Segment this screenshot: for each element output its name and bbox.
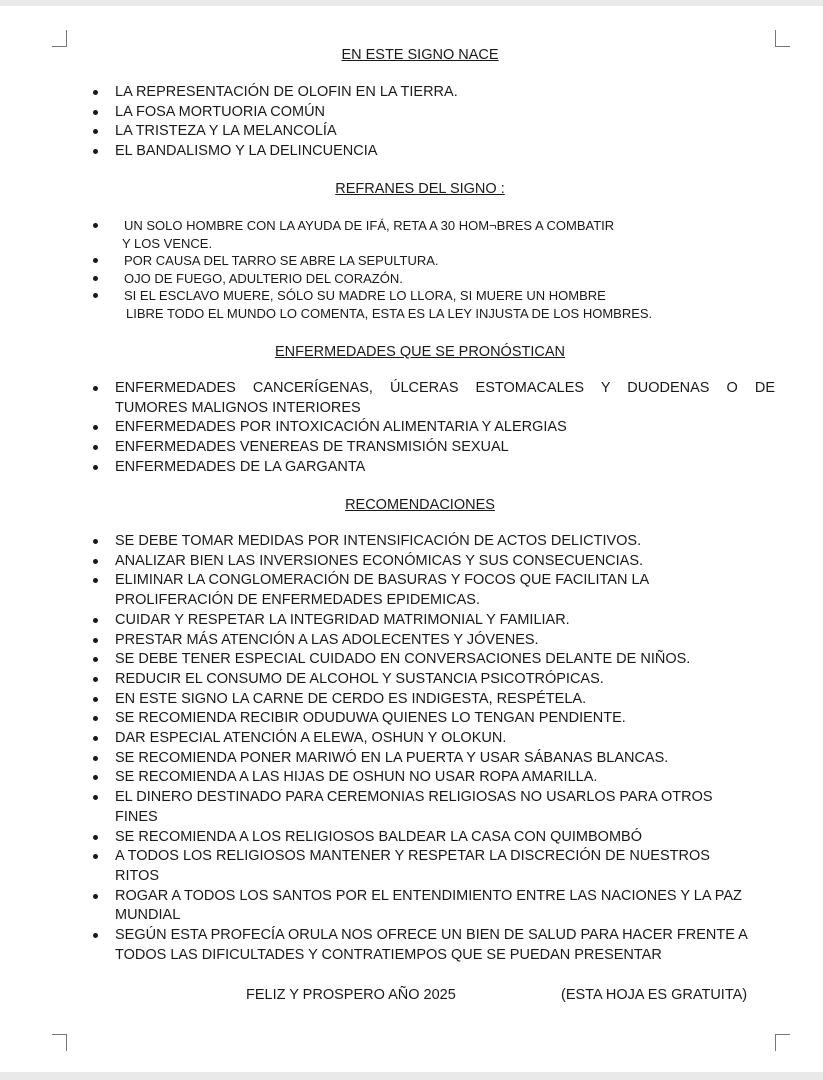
list-item-line: SE RECOMIENDA A LAS HIJAS DE OSHUN NO USAR ROPA AMARILLA. <box>115 769 598 786</box>
list-item-line: SE RECOMIENDA A LOS RELIGIOSOS BALDEAR LA CASA CON QUIMBOMBÓ <box>115 828 642 845</box>
footer-greeting: FELIZ Y PROSPERO AÑO 2025 <box>246 987 456 1003</box>
list-item <box>115 552 783 572</box>
list-item-line: RITOS <box>115 867 160 884</box>
list-item-line: SI EL ESCLAVO MUERE, SÓLO SU MADRE LO LLORA, SI MUERE UN HOMBRE <box>124 288 606 304</box>
list-item <box>115 690 783 710</box>
list-item <box>115 631 783 651</box>
list-item-line: MUNDIAL <box>115 907 181 924</box>
list-item-line: ENFERMEDADES VENEREAS DE TRANSMISIÓN SEXUAL <box>115 439 509 456</box>
list-item <box>115 768 783 788</box>
list-item <box>115 532 783 552</box>
list-nace <box>115 83 795 162</box>
list-item <box>115 458 775 478</box>
list-item <box>124 252 784 270</box>
list-item <box>115 418 775 438</box>
list-item-line: ENFERMEDADES POR INTOXICACIÓN ALIMENTARIA Y ALERGIAS <box>115 419 567 436</box>
list-item <box>115 709 783 729</box>
heading-enfermedades: ENFERMEDADES QUE SE PRONÓSTICAN <box>274 344 566 360</box>
list-item-line: LIBRE TODO EL MUNDO LO COMENTA, ESTA ES LA LEY INJUSTA DE LOS HOMBRES. <box>126 305 653 321</box>
list-item-line: A TODOS LOS RELIGIOSOS MANTENER Y RESPETAR LA DISCRECIÓN DE NUESTROS <box>115 848 710 865</box>
list-item-line: UN SOLO HOMBRE CON LA AYUDA DE IFÁ, RETA A 30 HOM¬BRES A COMBATIR <box>124 218 615 233</box>
list-item: LA REPRESENTACIÓN DE OLOFIN EN LA TIERRA. <box>115 83 795 103</box>
list-enfermedades <box>115 379 775 478</box>
list-item <box>115 438 775 458</box>
list-item <box>115 379 775 418</box>
list-item-line: SEGÚN ESTA PROFECÍA ORULA NOS OFRECE UN BIEN DE SALUD PARA HACER FRENTE A <box>115 927 748 944</box>
heading-refranes: REFRANES DEL SIGNO : <box>335 181 505 197</box>
list-item-line: DAR ESPECIAL ATENCIÓN A ELEWA, OSHUN Y OLOKUN. <box>115 730 507 747</box>
list-item-line: ENFERMEDADES DE LA GARGANTA <box>115 458 366 475</box>
list-item: LA TRISTEZA Y LA MELANCOLÍA <box>115 122 795 142</box>
list-item <box>124 270 784 288</box>
crop-mark-bottom-left <box>52 1034 67 1051</box>
list-item <box>115 926 783 965</box>
list-item-line: SE RECOMIENDA RECIBIR ODUDUWA QUIENES LO TENGAN PENDIENTE. <box>115 710 626 727</box>
list-item-line: TUMORES MALIGNOS INTERIORES <box>115 399 361 416</box>
crop-mark-bottom-right <box>775 1034 790 1051</box>
document-page <box>0 6 823 1072</box>
list-item-line: TODOS LAS DIFICULTADES Y CONTRATIEMPOS QUE SE PUEDAN PRESENTAR <box>115 946 662 963</box>
list-item-line: SE RECOMIENDA PONER MARIWÓ EN LA PUERTA Y USAR SÁBANAS BLANCAS. <box>115 749 669 766</box>
list-item-line: POR CAUSA DEL TARRO SE ABRE LA SEPULTURA. <box>124 253 439 269</box>
list-item-line: ENFERMEDADES CANCERÍGENAS, ÚLCERAS ESTOMACALES Y DUODENAS O DE <box>115 380 775 396</box>
list-item <box>115 828 783 848</box>
list-item: EL BANDALISMO Y LA DELINCUENCIA <box>115 142 795 162</box>
list-item-line: CUIDAR Y RESPETAR LA INTEGRIDAD MATRIMONIAL Y FAMILIAR. <box>115 611 570 628</box>
list-item <box>124 217 784 252</box>
list-item-line: ELIMINAR LA CONGLOMERACIÓN DE BASURAS Y FOCOS QUE FACILITAN LA <box>115 572 650 589</box>
list-item-line: REDUCIR EL CONSUMO DE ALCOHOL Y SUSTANCIA PSICOTRÓPICAS. <box>115 670 604 687</box>
list-item-line: Y LOS VENCE. <box>122 235 213 251</box>
list-item-line: OJO DE FUEGO, ADULTERIO DEL CORAZÓN. <box>124 270 403 286</box>
crop-mark-top-left <box>52 30 67 47</box>
list-item-line: ROGAR A TODOS LOS SANTOS POR EL ENTENDIMIENTO ENTRE LAS NACIONES Y LA PAZ <box>115 887 742 904</box>
list-item <box>115 611 783 631</box>
list-item <box>115 729 783 749</box>
list-item <box>115 650 783 670</box>
list-item <box>124 287 784 322</box>
list-item <box>115 887 783 926</box>
list-item <box>115 670 783 690</box>
list-item-line: PROLIFERACIÓN DE ENFERMEDADES EPIDEMICAS. <box>115 592 480 609</box>
footer-note: (ESTA HOJA ES GRATUITA) <box>561 987 748 1003</box>
list-item-line: EN ESTE SIGNO LA CARNE DE CERDO ES INDIGESTA, RESPÉTELA. <box>115 690 587 707</box>
list-recomendaciones <box>115 532 783 965</box>
list-refranes <box>124 217 784 323</box>
list-item <box>115 571 783 610</box>
list-item <box>115 847 783 886</box>
list-item: LA FOSA MORTUORIA COMÚN <box>115 103 795 123</box>
list-item-line: SE DEBE TOMAR MEDIDAS POR INTENSIFICACIÓN DE ACTOS DELICTIVOS. <box>115 533 642 549</box>
list-item <box>115 749 783 769</box>
list-item-line: EL DINERO DESTINADO PARA CEREMONIAS RELIGIOSAS NO USARLOS PARA OTROS <box>115 789 713 806</box>
list-item-line: PRESTAR MÁS ATENCIÓN A LAS ADOLECENTES Y JÓVENES. <box>115 631 539 648</box>
crop-mark-top-right <box>775 30 790 47</box>
heading-recomendaciones: RECOMENDACIONES <box>345 497 495 513</box>
heading-nace: EN ESTE SIGNO NACE <box>341 47 499 63</box>
list-item <box>115 788 783 827</box>
list-item-line: SE DEBE TENER ESPECIAL CUIDADO EN CONVERSACIONES DELANTE DE NIÑOS. <box>115 651 691 668</box>
list-item-line: FINES <box>115 808 158 825</box>
list-item-line: ANALIZAR BIEN LAS INVERSIONES ECONÓMICAS Y SUS CONSECUENCIAS. <box>115 552 644 569</box>
